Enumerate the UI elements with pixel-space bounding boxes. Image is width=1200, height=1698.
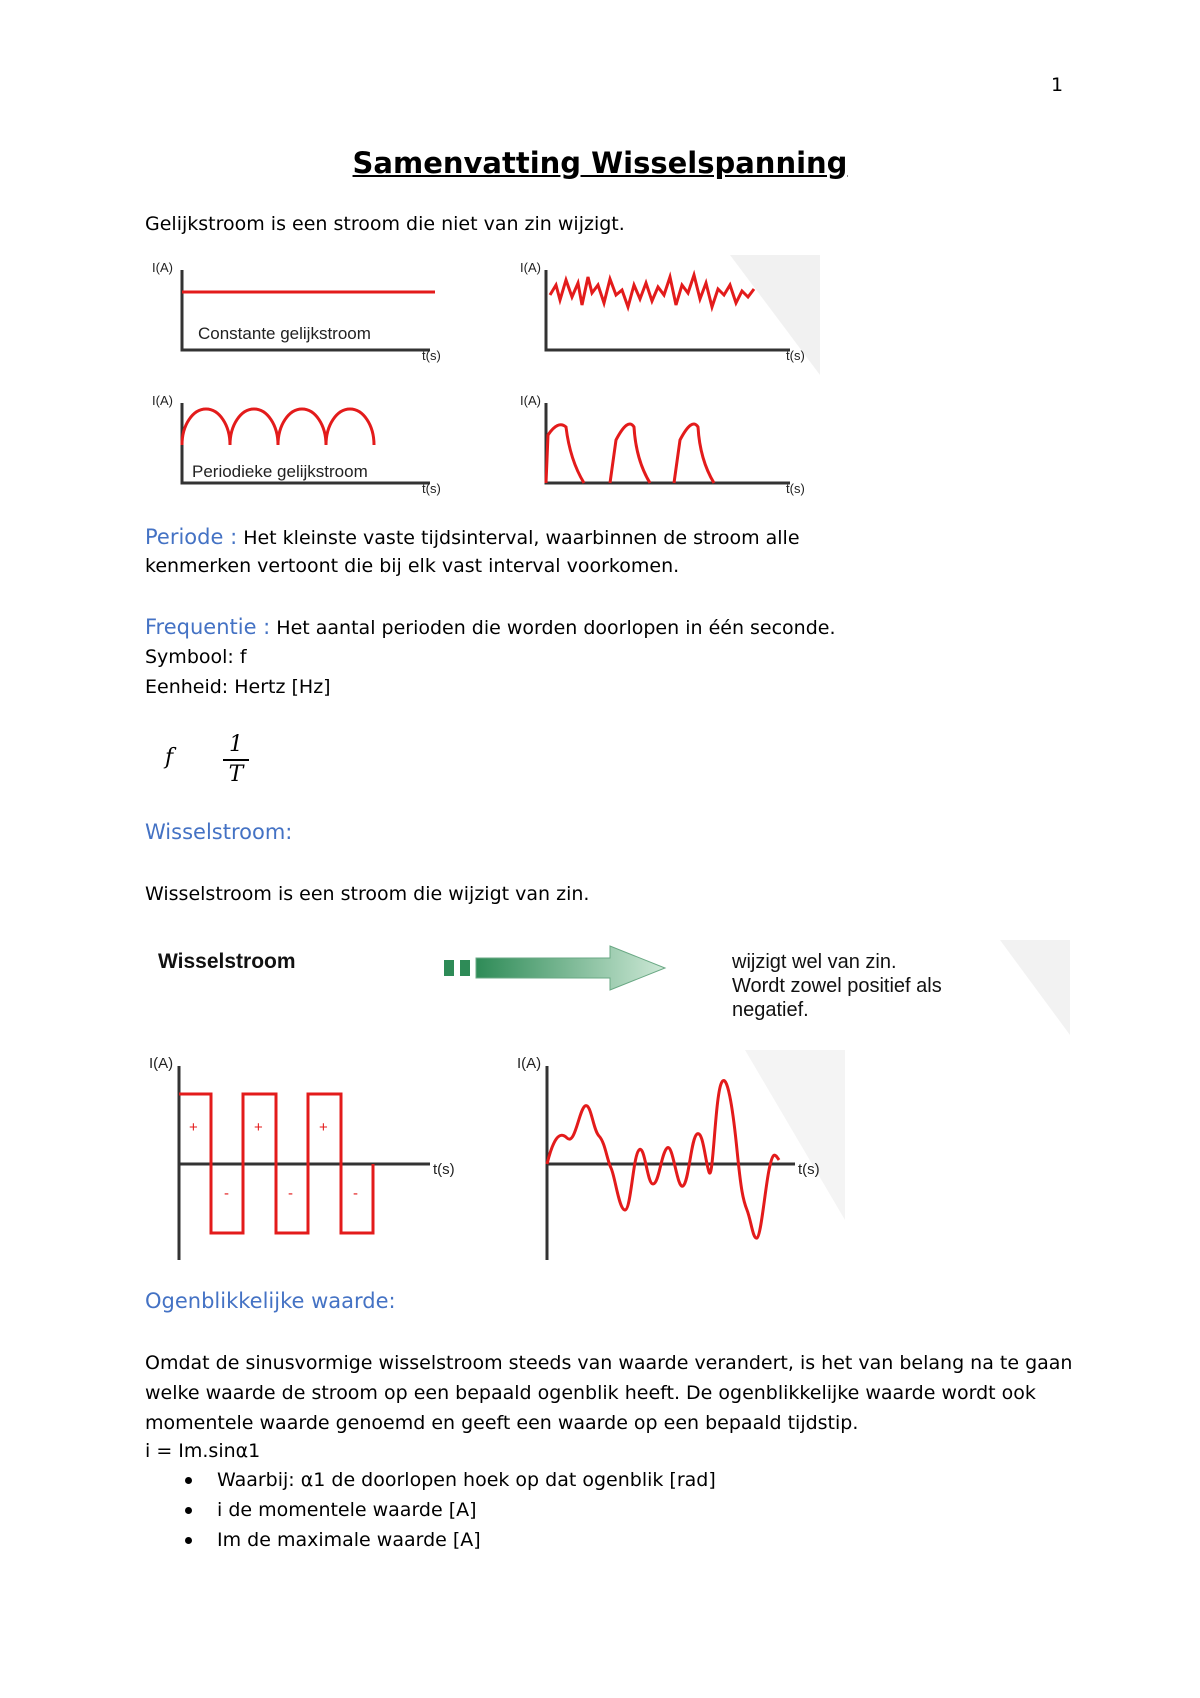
x-axis-label: t(s) [798, 1161, 820, 1178]
x-axis-label: t(s) [786, 348, 805, 363]
y-axis-label: I(A) [149, 1055, 174, 1072]
plus-sign: + [189, 1119, 198, 1136]
y-axis-label: I(A) [152, 393, 173, 408]
ogenblik-formula: i = Im.sinα1 [145, 1440, 261, 1462]
constant-dc-graph [152, 260, 441, 363]
noisy-wave [550, 275, 754, 307]
bullet-icon [185, 1537, 192, 1544]
ogenblik-text-3: momentele waarde genoemd en geeft een waarde op een bepaald tijdstip. [145, 1412, 859, 1434]
arrow-icon [476, 946, 665, 990]
ac-current-figures [145, 1050, 845, 1265]
y-axis-label: I(A) [517, 1055, 542, 1072]
plus-sign: + [319, 1119, 328, 1136]
rectified-wave [182, 409, 374, 445]
irregular-wave [547, 1081, 779, 1239]
list-item: Im de maximale waarde [A] [145, 1525, 716, 1555]
frequentie-paragraph [145, 613, 836, 643]
wisselstroom-heading: Wisselstroom: [145, 820, 293, 844]
page-title: Samenvatting Wisselspanning [352, 146, 848, 180]
periode-paragraph [145, 523, 800, 553]
noisy-dc-graph [520, 255, 820, 375]
x-axis-label: t(s) [433, 1161, 455, 1178]
x-axis-label: t(s) [422, 348, 441, 363]
list-item: Waarbij: α1 de doorlopen hoek op dat ogenblik [rad] [145, 1465, 716, 1495]
formula-lhs: f [165, 745, 174, 770]
ogenblik-heading: Ogenblikkelijke waarde: [145, 1289, 396, 1313]
formula-denominator: T [228, 762, 244, 787]
frequentie-heading: Frequentie : [145, 615, 271, 639]
y-axis-label: I(A) [152, 260, 173, 275]
plus-sign: + [254, 1119, 263, 1136]
frequentie-text: Het aantal perioden die worden doorlopen in één seconde. [270, 617, 836, 639]
wisselstroom-text: Wisselstroom is een stroom die wijzigt van zin. [145, 883, 590, 905]
arrow-block [444, 960, 454, 976]
formula-numerator: 1 [229, 732, 243, 757]
bullet-icon [185, 1507, 192, 1514]
periode-heading: Periode : [145, 525, 238, 549]
minus-sign: - [353, 1185, 358, 1202]
minus-sign: - [224, 1185, 229, 1202]
dc-current-figures [140, 255, 840, 505]
banner-line-3: negatief. [732, 999, 809, 1021]
x-axis-label: t(s) [786, 481, 805, 496]
periodic-dc-graph [152, 393, 441, 496]
list-item: i de momentele waarde [A] [145, 1495, 716, 1525]
definitions-list [145, 1465, 716, 1555]
fraction-bar [223, 759, 249, 761]
y-axis-label: I(A) [520, 393, 541, 408]
minus-sign: - [288, 1185, 293, 1202]
pulsed-dc-graph [520, 393, 805, 496]
ac-banner [150, 940, 1070, 1040]
bullet-icon [185, 1477, 192, 1484]
constant-label: Constante gelijkstroom [198, 324, 371, 343]
periode-text-1: Het kleinste vaste tijdsinterval, waarbinnen de stroom alle [237, 527, 800, 549]
y-axis-label: I(A) [520, 260, 541, 275]
banner-title: Wisselstroom [158, 950, 296, 973]
intro-text: Gelijkstroom is een stroom die niet van zin wijzigt. [145, 213, 625, 235]
banner-line-1: wijzigt wel van zin. [732, 951, 897, 973]
square-wave-graph [149, 1050, 845, 1260]
arrow-block [460, 960, 470, 976]
periode-text-2: kenmerken vertoont die bij elk vast interval voorkomen. [145, 555, 680, 577]
page-number: 1 [1051, 74, 1064, 96]
eenheid-text: Eenheid: Hertz [Hz] [145, 676, 331, 698]
symbool-text: Symbool: f [145, 646, 247, 668]
ogenblik-text-2: welke waarde de stroom op een bepaald ogenblik heeft. De ogenblikkelijke waarde wordt ook [145, 1382, 1036, 1404]
pulse-wave [546, 424, 714, 483]
banner-line-2: Wordt zowel positief als [732, 975, 942, 997]
x-axis-label: t(s) [422, 481, 441, 496]
ogenblik-text-1: Omdat de sinusvormige wisselstroom steeds van waarde verandert, is het van belang na te gaan [145, 1352, 1073, 1374]
periodic-label: Periodieke gelijkstroom [192, 462, 368, 481]
